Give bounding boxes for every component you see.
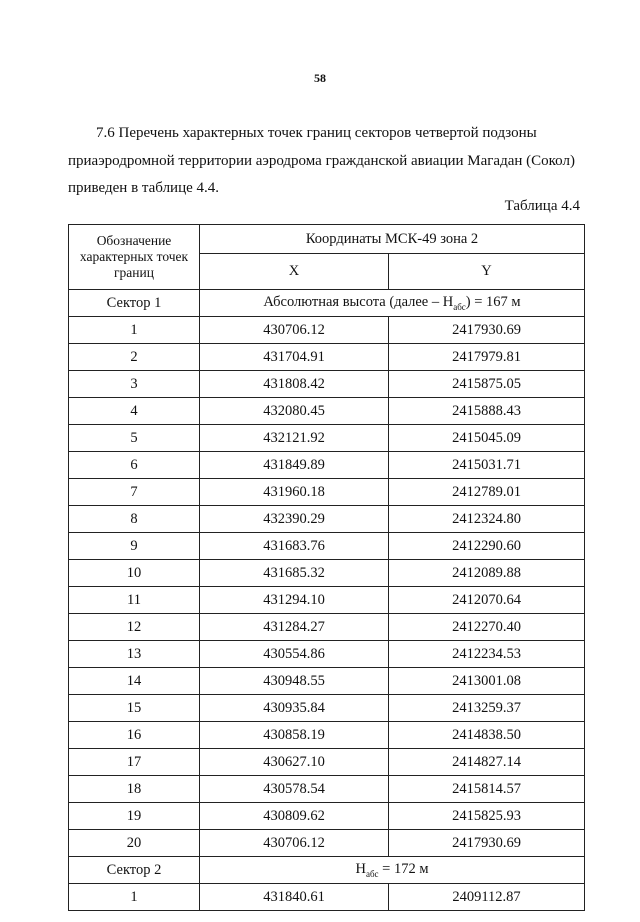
y-coordinate: 2415045.09 bbox=[389, 425, 585, 452]
table-row bbox=[69, 776, 585, 803]
sector-2-height bbox=[200, 857, 585, 884]
y-coordinate: 2412324.80 bbox=[389, 506, 585, 533]
sector-2-height-suffix: = 172 м bbox=[378, 861, 429, 878]
page-number: 58 bbox=[314, 71, 326, 85]
table-row bbox=[69, 695, 585, 722]
point-number: 3 bbox=[69, 371, 200, 398]
point-number: 12 bbox=[69, 614, 200, 641]
x-coordinate: 431808.42 bbox=[200, 371, 389, 398]
point-number: 1 bbox=[69, 884, 200, 911]
x-coordinate: 430935.84 bbox=[200, 695, 389, 722]
y-coordinate: 2412789.01 bbox=[389, 479, 585, 506]
table-row bbox=[69, 641, 585, 668]
x-coordinate: 430627.10 bbox=[200, 749, 389, 776]
table-row bbox=[69, 749, 585, 776]
table-row bbox=[69, 533, 585, 560]
x-coordinate: 431704.91 bbox=[200, 344, 389, 371]
point-number: 15 bbox=[69, 695, 200, 722]
y-coordinate: 2417930.69 bbox=[389, 830, 585, 857]
table-row bbox=[69, 317, 585, 344]
point-number: 10 bbox=[69, 560, 200, 587]
table-row bbox=[69, 371, 585, 398]
point-number: 8 bbox=[69, 506, 200, 533]
table-row bbox=[69, 803, 585, 830]
y-coordinate: 2414838.50 bbox=[389, 722, 585, 749]
sector-1-height bbox=[200, 290, 585, 317]
x-coordinate: 430706.12 bbox=[200, 830, 389, 857]
intro-line-3: приведен в таблице 4.4. bbox=[68, 180, 220, 196]
y-coordinate: 2413259.37 bbox=[389, 695, 585, 722]
table-row bbox=[69, 614, 585, 641]
y-coordinate: 2414827.14 bbox=[389, 749, 585, 776]
header-coordinates: Координаты МСК-49 зона 2 bbox=[200, 225, 585, 254]
table-row bbox=[69, 884, 585, 911]
sector-1-height-prefix: Абсолютная высота (далее – H bbox=[263, 294, 454, 311]
sector-1-height-suffix: ) = 167 м bbox=[465, 294, 521, 311]
point-number: 5 bbox=[69, 425, 200, 452]
table-row bbox=[69, 506, 585, 533]
sector-1-name: Сектор 1 bbox=[69, 290, 200, 317]
sector-2-name: Сектор 2 bbox=[69, 857, 200, 884]
table-row bbox=[69, 668, 585, 695]
point-number: 4 bbox=[69, 398, 200, 425]
table-row bbox=[69, 452, 585, 479]
point-number: 14 bbox=[69, 668, 200, 695]
y-coordinate: 2417979.81 bbox=[389, 344, 585, 371]
x-coordinate: 431849.89 bbox=[200, 452, 389, 479]
y-coordinate: 2412234.53 bbox=[389, 641, 585, 668]
y-coordinate: 2412070.64 bbox=[389, 587, 585, 614]
y-coordinate: 2412290.60 bbox=[389, 533, 585, 560]
y-coordinate: 2412089.88 bbox=[389, 560, 585, 587]
point-number: 2 bbox=[69, 344, 200, 371]
point-number: 20 bbox=[69, 830, 200, 857]
intro-line-2: приаэродромной территории аэродрома гражданской авиации Магадан (Сокол) bbox=[68, 152, 575, 169]
x-coordinate: 430809.62 bbox=[200, 803, 389, 830]
x-coordinate: 431284.27 bbox=[200, 614, 389, 641]
point-number: 18 bbox=[69, 776, 200, 803]
x-coordinate: 430858.19 bbox=[200, 722, 389, 749]
table-row bbox=[69, 722, 585, 749]
y-coordinate: 2415825.93 bbox=[389, 803, 585, 830]
intro-paragraph bbox=[68, 120, 580, 203]
table-row bbox=[69, 425, 585, 452]
y-coordinate: 2415888.43 bbox=[389, 398, 585, 425]
table-row bbox=[69, 587, 585, 614]
x-coordinate: 431683.76 bbox=[200, 533, 389, 560]
x-coordinate: 430554.86 bbox=[200, 641, 389, 668]
point-number: 7 bbox=[69, 479, 200, 506]
point-number: 13 bbox=[69, 641, 200, 668]
x-coordinate: 432390.29 bbox=[200, 506, 389, 533]
x-coordinate: 431960.18 bbox=[200, 479, 389, 506]
table-row bbox=[69, 560, 585, 587]
table-row bbox=[69, 479, 585, 506]
x-coordinate: 430578.54 bbox=[200, 776, 389, 803]
y-coordinate: 2413001.08 bbox=[389, 668, 585, 695]
sector-2-height-sub: абс bbox=[365, 868, 379, 879]
y-coordinate: 2415031.71 bbox=[389, 452, 585, 479]
x-coordinate: 432080.45 bbox=[200, 398, 389, 425]
sector-1-height-sub: абс bbox=[453, 301, 466, 312]
x-coordinate: 430948.55 bbox=[200, 668, 389, 695]
point-number: 19 bbox=[69, 803, 200, 830]
point-number: 6 bbox=[69, 452, 200, 479]
point-number: 11 bbox=[69, 587, 200, 614]
table-row bbox=[69, 398, 585, 425]
header-y: Y bbox=[389, 254, 585, 290]
x-coordinate: 430706.12 bbox=[200, 317, 389, 344]
table-row bbox=[69, 830, 585, 857]
y-coordinate: 2415875.05 bbox=[389, 371, 585, 398]
header-x: X bbox=[200, 254, 389, 290]
x-coordinate: 432121.92 bbox=[200, 425, 389, 452]
intro-line-1: 7.6 Перечень характерных точек границ секторов четвертой подзоны bbox=[96, 125, 537, 141]
table-row bbox=[69, 344, 585, 371]
point-number: 16 bbox=[69, 722, 200, 749]
header-point-label: Обозначение характерных точек границ bbox=[69, 225, 200, 290]
y-coordinate: 2412270.40 bbox=[389, 614, 585, 641]
x-coordinate: 431840.61 bbox=[200, 884, 389, 911]
coordinates-table bbox=[68, 224, 585, 911]
y-coordinate: 2417930.69 bbox=[389, 317, 585, 344]
x-coordinate: 431294.10 bbox=[200, 587, 389, 614]
y-coordinate: 2409112.87 bbox=[389, 884, 585, 911]
x-coordinate: 431685.32 bbox=[200, 560, 389, 587]
point-number: 9 bbox=[69, 533, 200, 560]
point-number: 17 bbox=[69, 749, 200, 776]
table-caption: Таблица 4.4 bbox=[504, 198, 580, 214]
point-number: 1 bbox=[69, 317, 200, 344]
sector-2-height-prefix: H bbox=[355, 861, 366, 878]
y-coordinate: 2415814.57 bbox=[389, 776, 585, 803]
